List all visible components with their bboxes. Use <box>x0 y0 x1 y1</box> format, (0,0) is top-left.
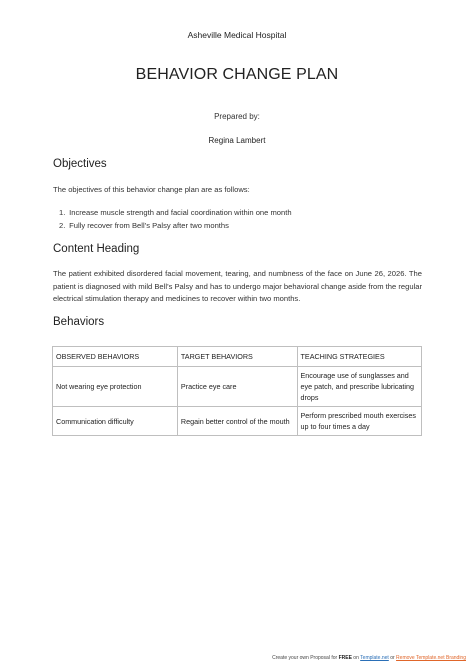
document-title: BEHAVIOR CHANGE PLAN <box>135 66 339 83</box>
objectives-list <box>53 207 422 232</box>
table-cell: Not wearing eye protection <box>53 367 178 407</box>
behaviors-table <box>52 346 422 436</box>
list-item <box>53 207 422 220</box>
objectives-intro: The objectives of this behavior change plan are as follows: <box>53 185 250 194</box>
content-heading: Content Heading <box>53 243 140 255</box>
footer-free: FREE <box>338 655 352 661</box>
column-header-target: TARGET BEHAVIORS <box>177 347 297 367</box>
objectives-heading: Objectives <box>53 158 107 170</box>
prepared-by-label: Prepared by: <box>214 112 260 121</box>
list-item-number: 1. <box>59 208 66 217</box>
list-item-number: 2. <box>59 220 66 230</box>
list-item <box>53 220 422 233</box>
footer-or: or <box>390 655 395 661</box>
list-item-text: Fully recover from Bell’s Palsy after two months <box>69 220 229 230</box>
behaviors-heading: Behaviors <box>53 316 105 328</box>
table-cell: Perform prescribed mouth exercises up to four times a day <box>297 407 421 436</box>
column-header-strategies: TEACHING STRATEGIES <box>297 347 421 367</box>
table-row <box>53 367 422 407</box>
table-header-row <box>53 347 422 367</box>
table-cell: Communication difficulty <box>53 407 178 436</box>
author-name: Regina Lambert <box>208 136 266 145</box>
template-site-link[interactable]: Template.net <box>360 655 389 661</box>
table-cell: Encourage use of sunglasses and eye patch, and prescribe lubricating drops <box>297 367 421 407</box>
content-paragraph: The patient exhibited disordered facial movement, tearing, and numbness of the face on June 26, 2026. The patient is diagnosed with mild Bell’s Palsy and has to undergo major behavioral change aside from the regular electrical stimulation therapy and medicines to recover within two months. <box>53 269 422 303</box>
remove-branding-link[interactable]: Remove Template.net Branding <box>396 655 466 661</box>
list-item-text: Increase muscle strength and facial coordination within one month <box>69 208 292 217</box>
footer-on: on <box>353 655 359 661</box>
table-cell: Practice eye care <box>177 367 297 407</box>
table-row <box>53 407 422 436</box>
hospital-name: Asheville Medical Hospital <box>187 30 287 40</box>
footer-branding <box>272 655 466 661</box>
footer-prefix: Create your own Proposal for <box>272 655 338 661</box>
table-cell: Regain better control of the mouth <box>177 407 297 436</box>
column-header-observed: OBSERVED BEHAVIORS <box>53 347 178 367</box>
